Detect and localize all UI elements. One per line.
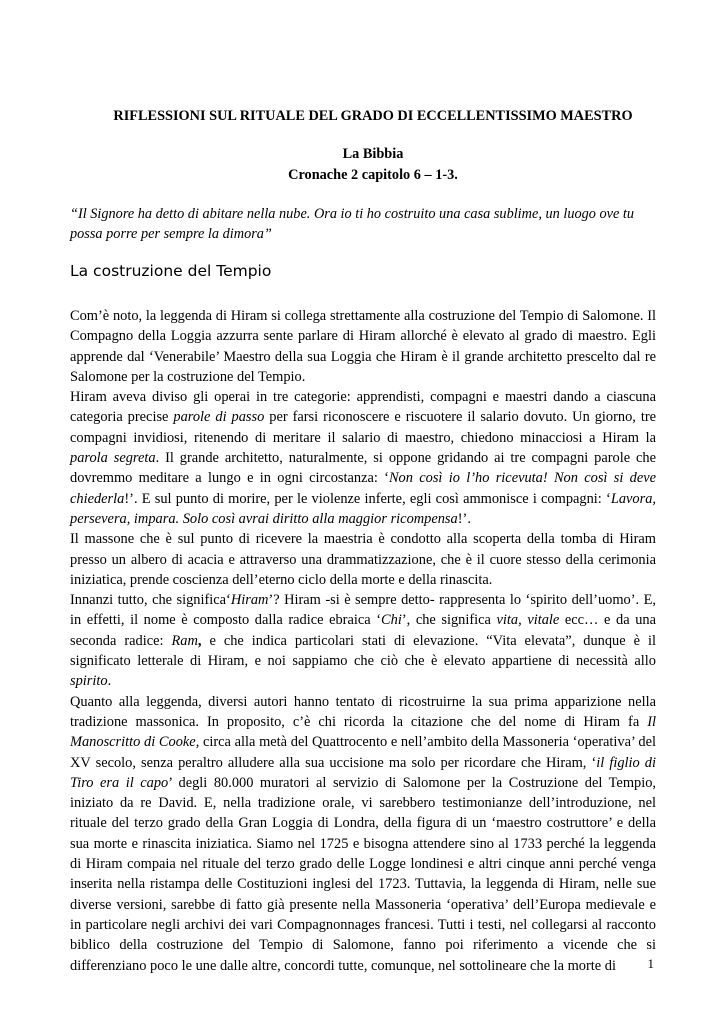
body-paragraph [70,692,656,976]
paragraph-text: per farsi riconoscere e riscuotere il salario dovuto. Un giorno, tre compagni invidiosi, ritenendo di meritare il salario di maestro, chiedono minacciosi a Hiram la [70,409,657,446]
paragraph-text: Quanto alla leggenda, diversi autori hanno tentato di ricostruirne la sua prima apparizione nella tradizione massonica. In proposito, c’è chi ricorda la citazione che del nome di Hiram fa [70,693,656,730]
subtitle-chronicles-reference: Cronache 2 capitolo 6 – 1-3. [288,167,458,183]
document-title: RIFLESSIONI SUL RITUALE DEL GRADO DI ECCELLENTISSIMO MAESTRO [113,108,633,124]
body-text [70,306,656,976]
emphasis-text: parola segreta [70,450,156,467]
emphasis-text: il figlio di Tiro era il capo [70,754,656,791]
emphasis-text: Ram [171,632,198,649]
body-paragraph [70,590,656,691]
body-paragraph [70,529,656,590]
paragraph-text: !’. E sul punto di morire, per le violenze inferte, egli così ammonisce i compagni: ‘ [124,490,611,507]
paragraph-text: Hiram aveva diviso gli operai in tre categorie: apprendisti, compagni e maestri dando a ciascuna categoria precise [70,389,656,426]
emphasis-text: Hiram [230,592,269,609]
emphasis-text: Il Manoscritto di Cooke [70,713,656,751]
paragraph-text: !’. [457,510,471,527]
paragraph-text: Com’è noto, la leggenda di Hiram si collega strettamente alla costruzione del Tempio di Salomone. Il Compagno della Loggia azzurra sente parlare di Hiram allorché è elevato al grado di maestro. Egli apprende dal ‘Venerabile’ Maestro della sua Loggia che Hiram è il grande architetto prescelto dal re Salomone per la costruzione del Tempio. [70,308,656,385]
paragraph-text: . [107,673,112,690]
body-paragraph [70,387,656,529]
paragraph-text: Il massone che è sul punto di ricevere la maestria è condotto alla scoperta della tomba di Hiram presso un albero di acacia e attraverso una drammatizzazione, che è il cuore stesso della cerimonia iniziatica, prende coscienza dell’eterno ciclo della morte e della rinascita. [70,531,656,588]
section-heading: La costruzione del Tempio [70,262,272,280]
paragraph-text: ’, che significa [401,612,497,629]
paragraph-text: ’? Hiram -si è sempre detto- rappresenta lo ‘spirito dell’uomo’. E, in effetti, il nome è composto dalla radice ebraica ‘ [70,592,656,629]
paragraph-text: Innanzi tutto, che significa‘ [70,592,231,609]
emphasis-text: Lavora, persevera, impara. Solo così avrai diritto alla maggior ricompensa [70,490,656,527]
paragraph-text: , circa alla metà del Quattrocento e nell’ambito della Massoneria ‘operativa’ del XV secolo, senza peraltro alludere alla sua uccisione ma solo per ricordare che Hiram, ‘ [70,734,656,771]
paragraph-text: . Il grande architetto, naturalmente, si oppone gridando ai tre compagni parole che dovremmo meditare a lungo e in ogni circostanza: ‘ [70,450,656,487]
emphasis-text: Non così io l’ho ricevuta! Non così si deve chiederla [70,470,656,507]
body-paragraph [70,306,656,387]
paragraph-text: ’ degli 80.000 muratori al servizio di Salomone per la Costruzione del Tempio, iniziato da re David. E, nella tradizione orale, vi sarebbero testimonianze dell’introduzione, nel rituale del terzo grado della Gran Loggia di Londra, della figura di un ‘maestro costruttore’ e della sua morte e rinascita iniziatica. Siamo nel 1725 e bisogna attendere sino al 1733 perché la leggenda di Hiram compaia nel rituale del terzo grado delle Logge londinesi e altri cinque anni perché venga inserita nella ristampa delle Costituzioni inglesi del 1723. Tuttavia, la leggenda di Hiram, nelle sue diverse versioni, sarebbe di fatto già presente nella Massoneria ‘operativa’ dell’Europa medievale e in particolare negli archivi dei vari Compagnonnages francesi. Tutti i testi, nel collegarsi al racconto biblico della costruzione del Tempio di Salomone, fanno poi riferimento a vicende che si differenziano poco le une dalle altre, concordi tutte, comunque, nel sottolineare che la morte di [70,774,656,974]
emphasis-text: parole di passo [173,409,265,426]
emphasis-text: spirito [70,673,108,690]
paragraph-text: ecc… e da una seconda radice: [70,612,656,649]
paragraph-text: e che indica particolari stati di elevazione. “Vita elevata”, dunque è il significato letterale di Hiram, e noi sappiamo che ciò che è elevato appartiene di necessità allo [70,632,656,670]
emphasis-text: Chi [381,612,402,629]
epigraph-quote: “Il Signore ha detto di abitare nella nube. Ora io ti ho costruito una casa sublime, un luogo ove tu possa porre per sempre la dimora” [70,206,635,242]
emphasis-text: vita, vitale [496,612,560,629]
page-number: 1 [647,956,654,971]
bold-text: , [197,632,202,649]
subtitle-bible: La Bibbia [342,146,404,162]
